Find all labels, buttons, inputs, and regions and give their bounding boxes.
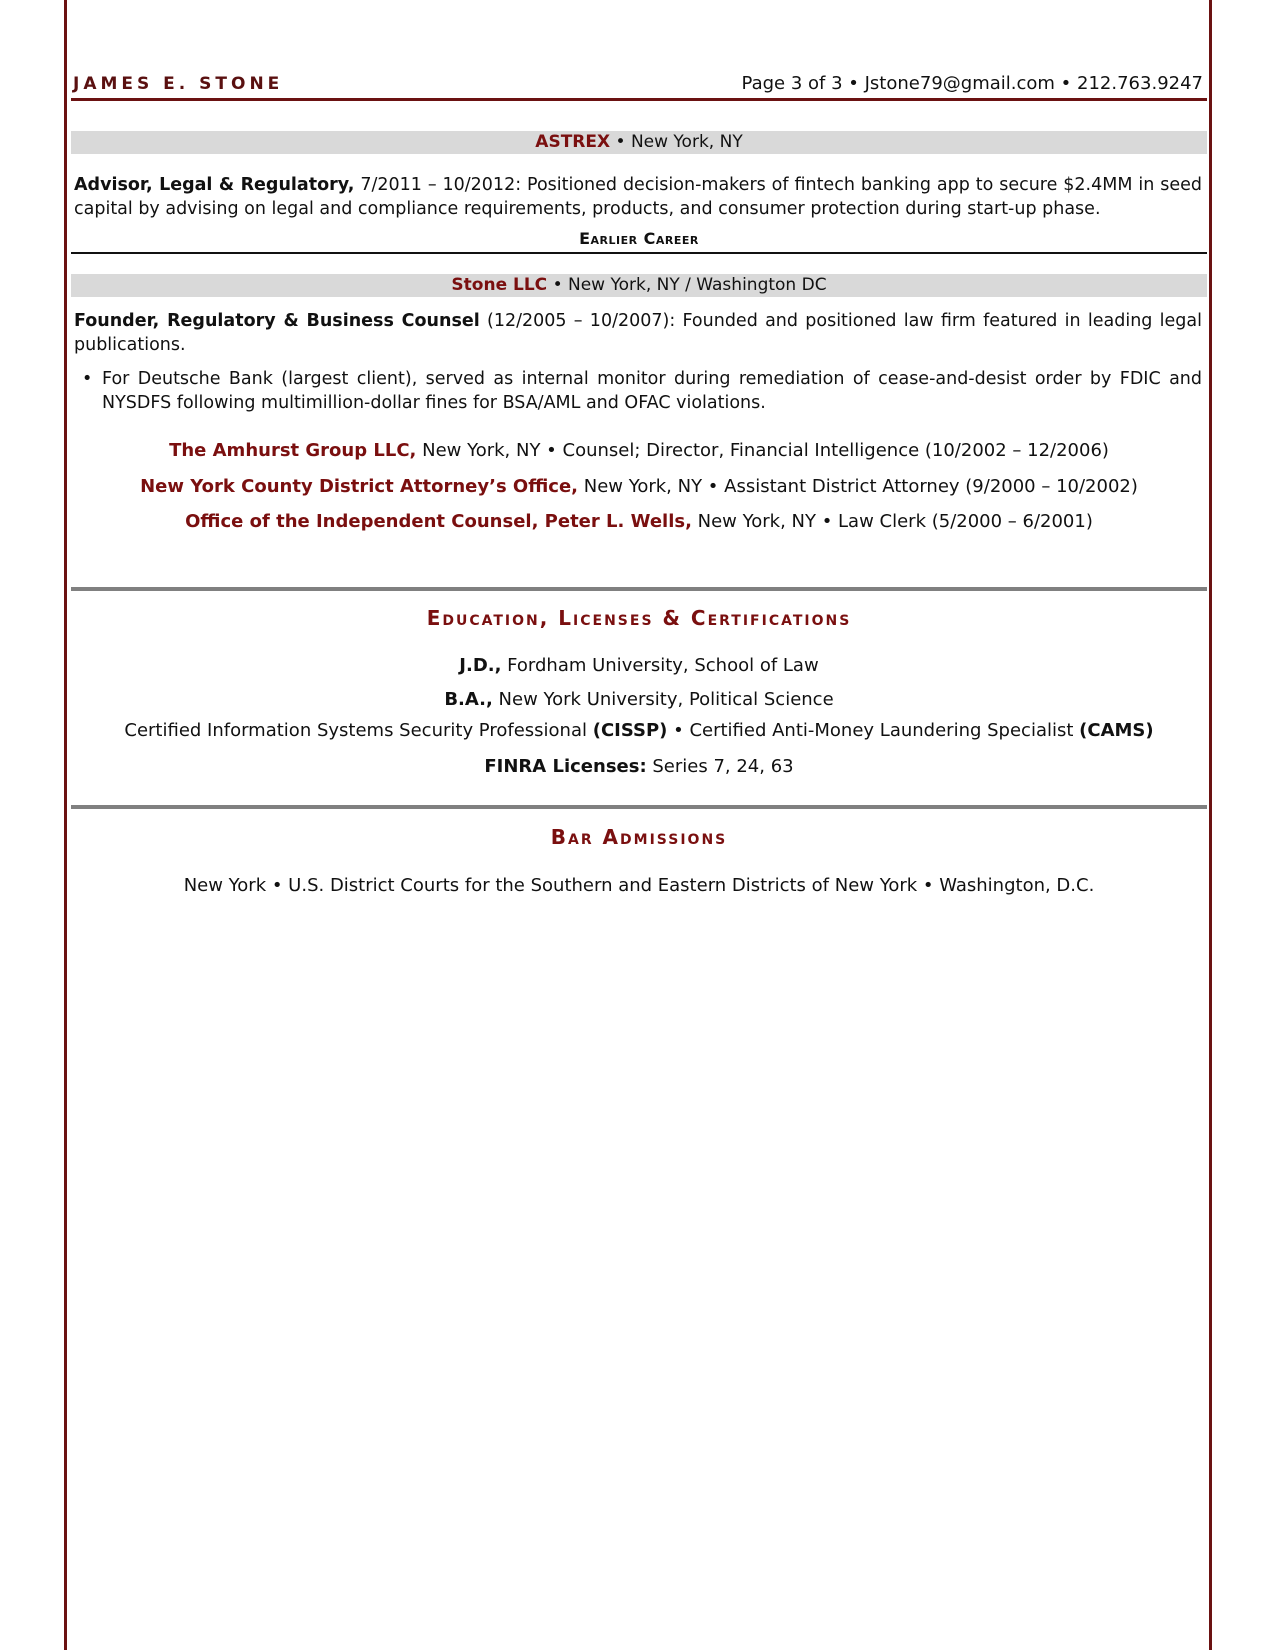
degree-label: B.A.,: [444, 689, 493, 710]
education-rule: [71, 587, 1207, 591]
organization: The Amhurst Group LLC,: [169, 440, 417, 461]
separator: •: [1060, 73, 1072, 94]
bar-admissions-text: New York • U.S. District Courts for the Southern and Eastern Districts of New York • Washington, D.C.: [183, 875, 1095, 896]
separator: •: [848, 73, 859, 94]
bullet-text: For Deutsche Bank (largest client), served as internal monitor during remediation of cease-and-desist order by FDIC and NYSDFS following multimillion-dollar fines for BSA/AML and OFAC violations.: [102, 369, 1202, 413]
company-location: • New York, NY: [610, 132, 743, 152]
degree-school: New York University, Political Science: [492, 689, 834, 710]
finra-licenses: [71, 756, 1207, 777]
stone-company-bar: [71, 274, 1207, 297]
role-detail: New York, NY • Law Clerk (5/2000 – 6/2001): [691, 511, 1093, 532]
header-rule: [71, 98, 1207, 101]
page-header: [73, 72, 1203, 96]
finra-series: Series 7, 24, 63: [646, 756, 794, 777]
cert-cissp-text: Certified Information Systems Security Professional: [124, 720, 593, 741]
degree-ba: [71, 689, 1207, 710]
role-line-nyda: [71, 476, 1207, 497]
role-description: (12/2005 – 10/2007): Founded and positioned law firm featured in leading legal publications.: [74, 311, 1202, 355]
earlier-career-rule: [71, 252, 1207, 254]
degree-label: J.D.,: [459, 655, 502, 676]
certifications: [71, 720, 1207, 741]
role-detail: New York, NY • Assistant District Attorney (9/2000 – 10/2002): [578, 476, 1138, 497]
degree-jd: [71, 655, 1207, 676]
contact-info: [742, 73, 1203, 94]
phone-number: 212.763.9247: [1077, 73, 1203, 94]
bar-admissions-rule: [71, 805, 1207, 809]
cert-cissp-abbr: (CISSP): [592, 720, 668, 741]
cert-cams-abbr: (CAMS): [1079, 720, 1154, 741]
role-line-independent-counsel: [71, 511, 1207, 532]
finra-label: FINRA Licenses:: [484, 756, 647, 777]
role-line-amhurst: [71, 440, 1207, 461]
organization: New York County District Attorney’s Office,: [140, 476, 579, 497]
role-title: Founder, Regulatory & Business Counsel: [74, 311, 480, 331]
email-link[interactable]: Jstone79@gmail.com: [864, 73, 1055, 94]
role-detail: New York, NY • Counsel; Director, Financial Intelligence (10/2002 – 12/2006): [416, 440, 1109, 461]
stone-bullet: [82, 367, 1202, 415]
cert-cams-text: • Certified Anti-Money Laundering Specialist: [667, 720, 1080, 741]
astrex-company-bar: [71, 131, 1207, 154]
education-heading: Education, Licenses & Certifications: [426, 606, 852, 630]
bar-admissions-heading: Bar Admissions: [550, 825, 728, 849]
degree-school: Fordham University, School of Law: [501, 655, 819, 676]
bullet-icon: •: [82, 369, 93, 389]
company-name: Stone LLC: [451, 275, 548, 295]
astrex-role-paragraph: [74, 173, 1202, 221]
candidate-name: JAMES E. STONE: [73, 74, 284, 94]
role-description: 7/2011 – 10/2012: Positioned decision-makers of fintech banking app to secure $2.4MM in seed capital by advising on legal and compliance requirements, products, and consumer protection during start-up phase.: [74, 175, 1202, 219]
page-number: Page 3 of 3: [741, 73, 843, 94]
earlier-career-heading: Earlier Career: [579, 229, 699, 248]
role-title: Advisor, Legal & Regulatory,: [74, 175, 355, 195]
stone-role-paragraph: [74, 309, 1202, 357]
organization: Office of the Independent Counsel, Peter L. Wells,: [185, 511, 692, 532]
company-name: ASTREX: [535, 132, 611, 152]
company-location: • New York, NY / Washington DC: [547, 275, 827, 295]
left-border: [64, 0, 67, 1650]
right-border: [1209, 0, 1212, 1650]
